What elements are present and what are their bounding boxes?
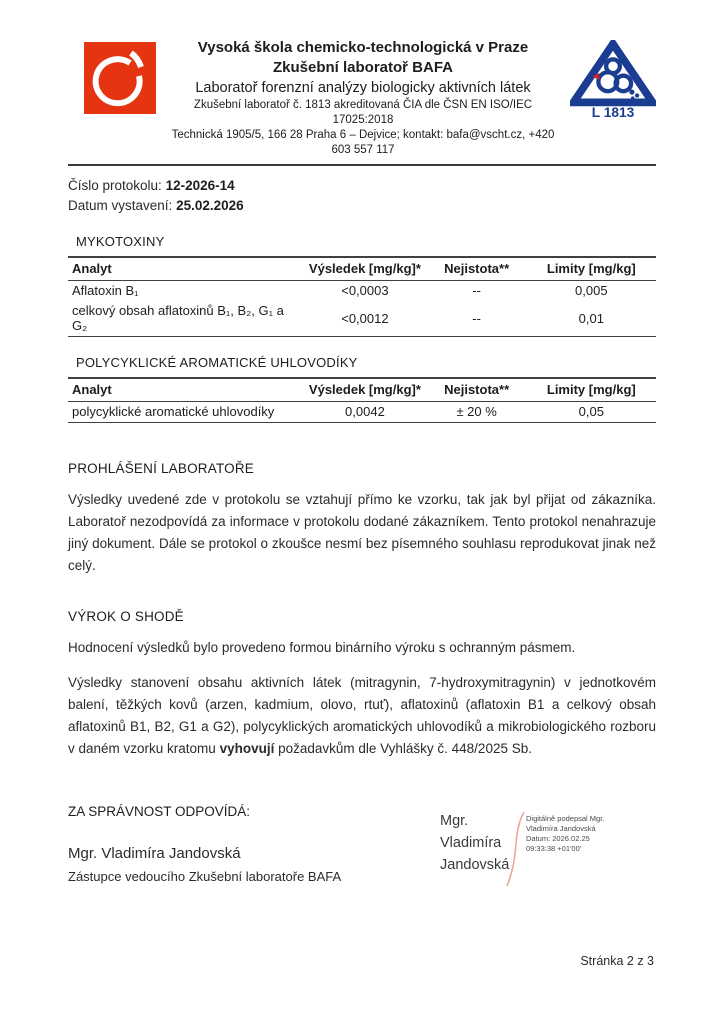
conformity-verdict: vyhovují — [219, 741, 275, 756]
conformity-paragraph-1: Hodnocení výsledků bylo provedeno formou binárního výroku s ochranným pásmem. — [68, 640, 576, 655]
column-header-vysledek: Výsledek [mg/kg]* — [303, 378, 426, 402]
table-row — [68, 281, 656, 302]
issue-date-value: 25.02.2026 — [176, 198, 244, 213]
signature-detail-line: Digitálně podepsal Mgr. — [526, 814, 605, 823]
digital-signature-block — [440, 810, 656, 876]
nejistota-cell: ± 20 % — [427, 402, 527, 423]
lab-full-name: Laboratoř forenzní analýzy biologicky aktivních látek — [195, 80, 531, 96]
column-header-limity: Limity [mg/kg] — [527, 378, 656, 402]
conformity-heading: VÝROK O SHODĚ — [68, 609, 184, 624]
signature-name — [440, 810, 512, 876]
column-header-analyt: Analyt — [68, 257, 303, 281]
nejistota-cell: -- — [427, 301, 527, 337]
address-contact-line: Technická 1905/5, 166 28 Praha 6 – Dejvice; kontakt: bafa@vscht.cz, +420 603 557 117 — [171, 129, 555, 156]
responsibility-heading: ZA SPRÁVNOST ODPOVÍDÁ: — [68, 804, 251, 819]
protocol-number-value: 12-2026-14 — [165, 178, 235, 193]
table-row — [68, 301, 656, 337]
table-header-row — [68, 378, 656, 402]
limity-cell: 0,05 — [527, 402, 656, 423]
declaration-paragraph: Výsledky uvedené zde v protokolu se vztahují přímo ke vzorku, tak jak byl přijat od zákazníka. Laboratoř nezodpovídá za informace v protokolu dodané zákazníkem. Tento protokol nenahrazuje jiný dokument. Dále se protokol o zkoušce nesmí bez písemného souhlasu reprodukovat jinak než celý. — [68, 492, 656, 573]
vysledek-cell: <0,0003 — [341, 283, 389, 298]
signature-flourish-icon — [504, 810, 526, 888]
column-header-nejistota: Nejistota** — [427, 257, 527, 281]
signature-detail-line: Vladimíra Jandovská — [526, 824, 596, 833]
vysledek-cell: <0,0012 — [303, 301, 426, 337]
analyt-cell: polycyklické aromatické uhlovodíky — [68, 402, 303, 423]
column-header-vysledek: Výsledek [mg/kg]* — [303, 257, 426, 281]
column-header-limity: Limity [mg/kg] — [527, 257, 656, 281]
protocol-info — [68, 176, 656, 216]
table-header-row — [68, 257, 656, 281]
protocol-number-line — [68, 176, 656, 196]
signature-name-line: Mgr. — [440, 813, 469, 829]
protocol-number-label: Číslo protokolu: — [68, 178, 162, 193]
signature-name-line: Jandovská — [440, 857, 510, 873]
section-title-mykotoxiny: MYKOTOXINY — [76, 234, 165, 249]
issue-date-label: Datum vystavení: — [68, 198, 173, 213]
signature-name-line: Vladimíra — [440, 835, 502, 851]
page-number: Stránka 2 z 3 — [580, 954, 654, 968]
header-text — [156, 38, 570, 158]
svg-text:L 1813: L 1813 — [591, 104, 635, 120]
vscht-logo-icon — [84, 42, 156, 114]
analyt-cell: Aflatoxin B₁ — [72, 283, 139, 298]
column-header-analyt: Analyt — [68, 378, 303, 402]
signature-detail-line: 09:33:38 +01'00' — [526, 844, 582, 853]
limity-cell: 0,01 — [527, 301, 656, 337]
responsible-person-name: Mgr. Vladimíra Jandovská — [68, 845, 241, 862]
conformity-paragraph-2 — [68, 672, 656, 760]
header — [68, 38, 656, 158]
mykotoxiny-table — [68, 256, 656, 337]
conformity-text-after: požadavkům dle Vyhlášky č. 448/2025 Sb. — [274, 741, 532, 756]
header-divider — [68, 164, 656, 166]
conformity-text-before: Výsledky stanovení obsahu aktivních látek (mitragynin, 7-hydroxymitragynin) v jednotkovém balení, těžkých kovů (arzen, kadmium, olovo, rtuť), aflatoxinů (aflatoxin B1 a celkový obsah aflatoxinů B1, B2, G1 a G2), polycyklických aromatických uhlovodíků a mikrobiologického rozboru v daném vzorku kratomu — [68, 675, 656, 756]
lab-name: Zkušební laboratoř BAFA — [272, 59, 454, 76]
pau-table — [68, 377, 656, 423]
university-name: Vysoká škola chemicko-technologická v Praze — [197, 39, 529, 56]
limity-cell: 0,005 — [575, 283, 608, 298]
section-title-pau: POLYCYKLICKÉ AROMATICKÉ UHLOVODÍKY — [76, 355, 358, 370]
responsibility-section — [68, 804, 656, 934]
column-header-nejistota: Nejistota** — [427, 378, 527, 402]
nejistota-cell: -- — [472, 283, 481, 298]
analyt-cell: celkový obsah aflatoxinů B₁, B₂, G₁ a G₂ — [68, 301, 303, 337]
vysledek-cell: 0,0042 — [303, 402, 426, 423]
table-row — [68, 402, 656, 423]
cia-triangle-icon — [570, 40, 656, 120]
signature-detail-line: Datum: 2026.02.25 — [526, 834, 590, 843]
accreditation-line: Zkušební laboratoř č. 1813 akreditovaná ČIA dle ČSN EN ISO/IEC 17025:2018 — [193, 99, 533, 126]
cia-accreditation-logo — [570, 40, 656, 125]
issue-date-line — [68, 196, 656, 216]
declaration-heading: PROHLÁŠENÍ LABORATOŘE — [68, 461, 255, 476]
responsible-person-role: Zástupce vedoucího Zkušební laboratoře BAFA — [68, 869, 342, 884]
